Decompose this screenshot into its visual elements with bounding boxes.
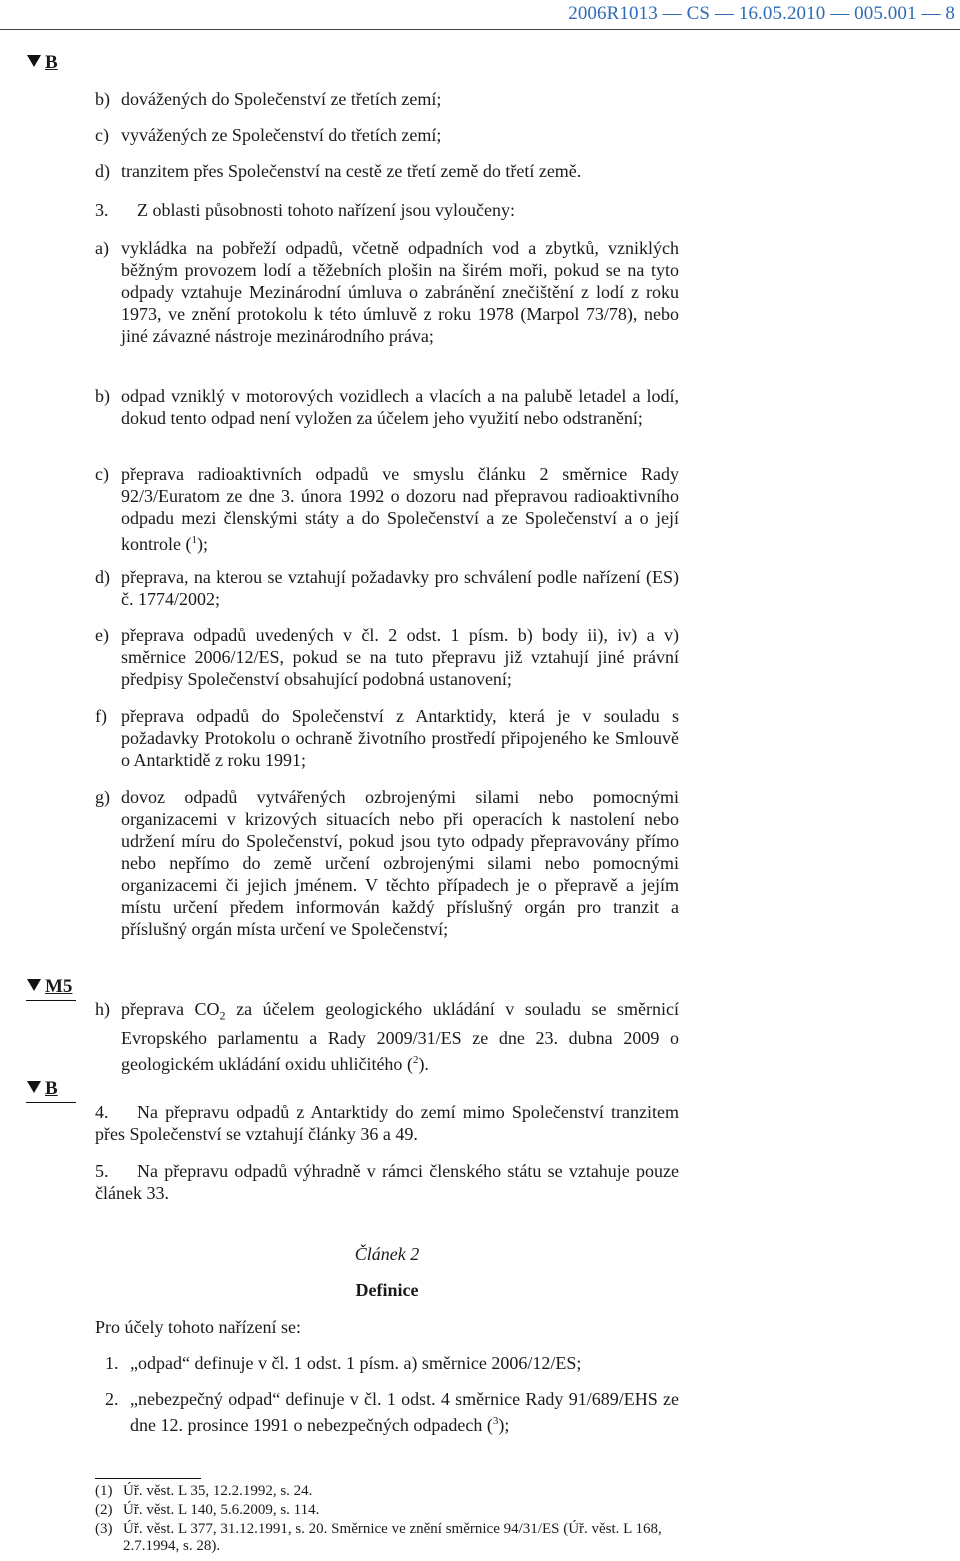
page-header: 2006R1013 — CS — 16.05.2010 — 005.001 — 8 [568,3,955,24]
exclusion-item: c) přeprava radioaktivních odpadů ve smyslu článku 2 směrnice Rady 92/3/Euratom ze dne 3. února 1992 o dozoru nad přepravou radioaktivního odpadu mezi členskými státy a do Společenství a ze Společenství a o její kontrole ($^1$); [95,464,679,554]
triangle-down-icon [27,1081,41,1093]
paragraph-3: 3. Z oblasti působnosti tohoto nařízení jsou vyloučeny: [95,200,515,220]
definitions-intro: Pro účely tohoto nařízení se: [95,1317,301,1337]
footnote-ref[interactable]: 2 [412,1053,419,1066]
article-number: Článek 2 [354,1244,420,1264]
exclusion-item: f) přeprava odpadů do Společenství z Antarktidy, která je v souladu s požadavky Protokolu o ochraně životního prostředí připojeného ke Smlouvě o Antarktidě z roku 1991; [95,706,679,770]
header-divider [0,29,960,30]
footnote-divider [95,1478,201,1479]
list-item: b) dovážených do Společenství ze třetích zemí; [95,89,442,109]
marker-label: B [45,1078,58,1099]
exclusion-item: b) odpad vzniklý v motorových vozidlech a vlacích a na palubě letadel a lodí, dokud tento odpad není vyložen za účelem jeho využití nebo odstranění; [95,386,679,428]
paragraph-4: 4. Na přepravu odpadů z Antarktidy do zemí mimo Společenství tranzitem přes Společenství se vztahují články 36 a 49. [95,1102,679,1144]
triangle-down-icon [27,55,41,67]
triangle-down-icon [27,979,41,991]
exclusion-item: e) přeprava odpadů uvedených v čl. 2 odst. 1 písm. b) body ii), iv) a v) směrnice 2006/12/ES, pokud se na tuto přepravu již vztahují jiné právní předpisy Společenství obsahující podobná ustanovení; [95,625,679,689]
footnote-ref[interactable]: 1 [191,534,197,546]
footnote: (3) Úř. věst. L 377, 31.12.1991, s. 20. Směrnice ve znění směrnice 94/31/ES (Úř. věst. L 168, 2.7.1994, s. 28). [95,1521,662,1554]
exclusion-item: d) přeprava, na kterou se vztahují požadavky pro schválení podle nařízení (ES) č. 1774/2002; [95,567,679,609]
footnote: (2) Úř. věst. L 140, 5.6.2009, s. 114. [95,1502,320,1518]
footnote-ref[interactable]: 3 [492,1415,499,1427]
marker-rule [26,1000,76,1001]
list-item: d) tranzitem přes Společenství na cestě ze třetí země do třetí země. [95,161,582,181]
exclusion-item: h) přeprava $CO_2$ za účelem geologického ukládání v souladu se směrnicí Evropského parlamentu a Rady 2009/31/ES ze dne 23. dubna 2009 o geologickém ukládání oxidu uhličitého ($^2$). [95,999,679,1074]
footnote: (1) Úř. věst. L 35, 12.2.1992, s. 24. [95,1483,313,1499]
exclusion-item: a) vykládka na pobřeží odpadů, včetně odpadních vod a zbytků, vzniklých běžným provozem lodí a těžebních plošin na širém moři, pokud se na tyto odpady vztahuje Mezinárodní úmluva o zabránění znečištění z lodí z roku 1973, ve znění protokolu k této úmluvě z roku 1978 (Marpol 73/78), nebo jiné závazné nástroje mezinárodního práva; [95,238,679,346]
list-item: c) vyvážených ze Společenství do třetích zemí; [95,125,442,145]
amendment-marker-m5 [27,976,72,998]
amendment-marker-b [27,52,58,74]
definition-item: 1. „odpad“ definuje v čl. 1 odst. 1 písm. a) směrnice 2006/12/ES; [105,1353,582,1373]
marker-label: B [45,52,58,73]
paragraph-5: 5. Na přepravu odpadů výhradně v rámci členského státu se vztahuje pouze článek 33. [95,1161,679,1203]
amendment-marker-b [27,1078,58,1100]
exclusion-item: g) dovoz odpadů vytvářených ozbrojenými silami nebo pomocnými organizacemi v krizových situacích nebo při operacích k nastolení nebo udržení míru do Společenství, pokud jsou tyto odpady přepravovány přímo nebo nepřímo do země určení ozbrojenými silami nebo pomocnými organizacemi či jejich jménem. V těchto případech je o přepravě a jejím místu určení předem informován každý příslušný orgán pro tranzit a příslušný orgán místa určení ve Společenství; [95,787,679,939]
article-title: Definice [355,1280,419,1300]
marker-label: M5 [45,976,73,997]
marker-rule [26,1102,76,1103]
definition-item: 2. „nebezpečný odpad“ definuje v čl. 1 odst. 4 směrnice Rady 91/689/EHS ze dne 12. prosince 1991 o nebezpečných odpadech ($^3$); [105,1389,679,1435]
